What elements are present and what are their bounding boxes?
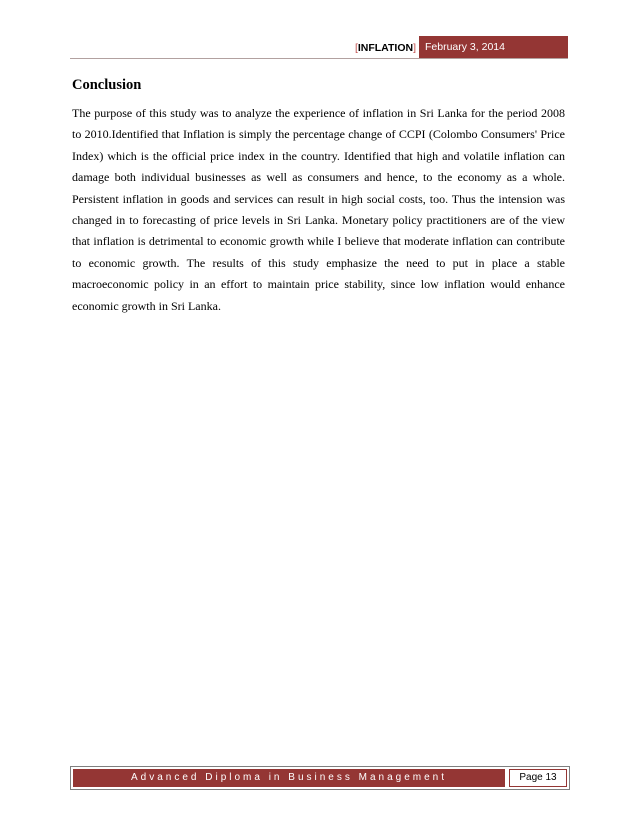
header-bracket-close: ] <box>413 42 416 54</box>
header-date: February 3, 2014 <box>419 36 568 58</box>
header-divider <box>70 58 568 59</box>
header-title <box>330 39 416 57</box>
body-paragraph: The purpose of this study was to analyze the experience of inflation in Sri Lanka for the period 2008 to 2010.Identified that Inflation is simply the percentage change of CCPI (Colombo Consumers' Price Index) which is the official price index in the country. Identified that high and volatile inflation can damage both individual businesses as well as consumers and hence, to the economy as a whole. Persistent inflation in goods and services can result in high social costs, too. Thus the intension was changed in to forecasting of price levels in Sri Lanka. Monetary policy practitioners are of the view that inflation is detrimental to economic growth while I believe that moderate inflation can contribute to economic growth. The results of this study emphasize the need to put in place a stable macroeconomic policy in an effort to maintain price stability, since low inflation would enhance economic growth in Sri Lanka. <box>72 106 565 313</box>
page-header <box>0 0 638 62</box>
page-footer <box>70 766 570 790</box>
footer-course-title: Advanced Diploma in Business Management <box>73 769 505 787</box>
header-title-text: INFLATION <box>357 42 414 54</box>
footer-page-number: Page 13 <box>509 769 567 787</box>
section-heading: Conclusion <box>72 77 142 93</box>
header-bracket-open: [ <box>354 42 358 54</box>
